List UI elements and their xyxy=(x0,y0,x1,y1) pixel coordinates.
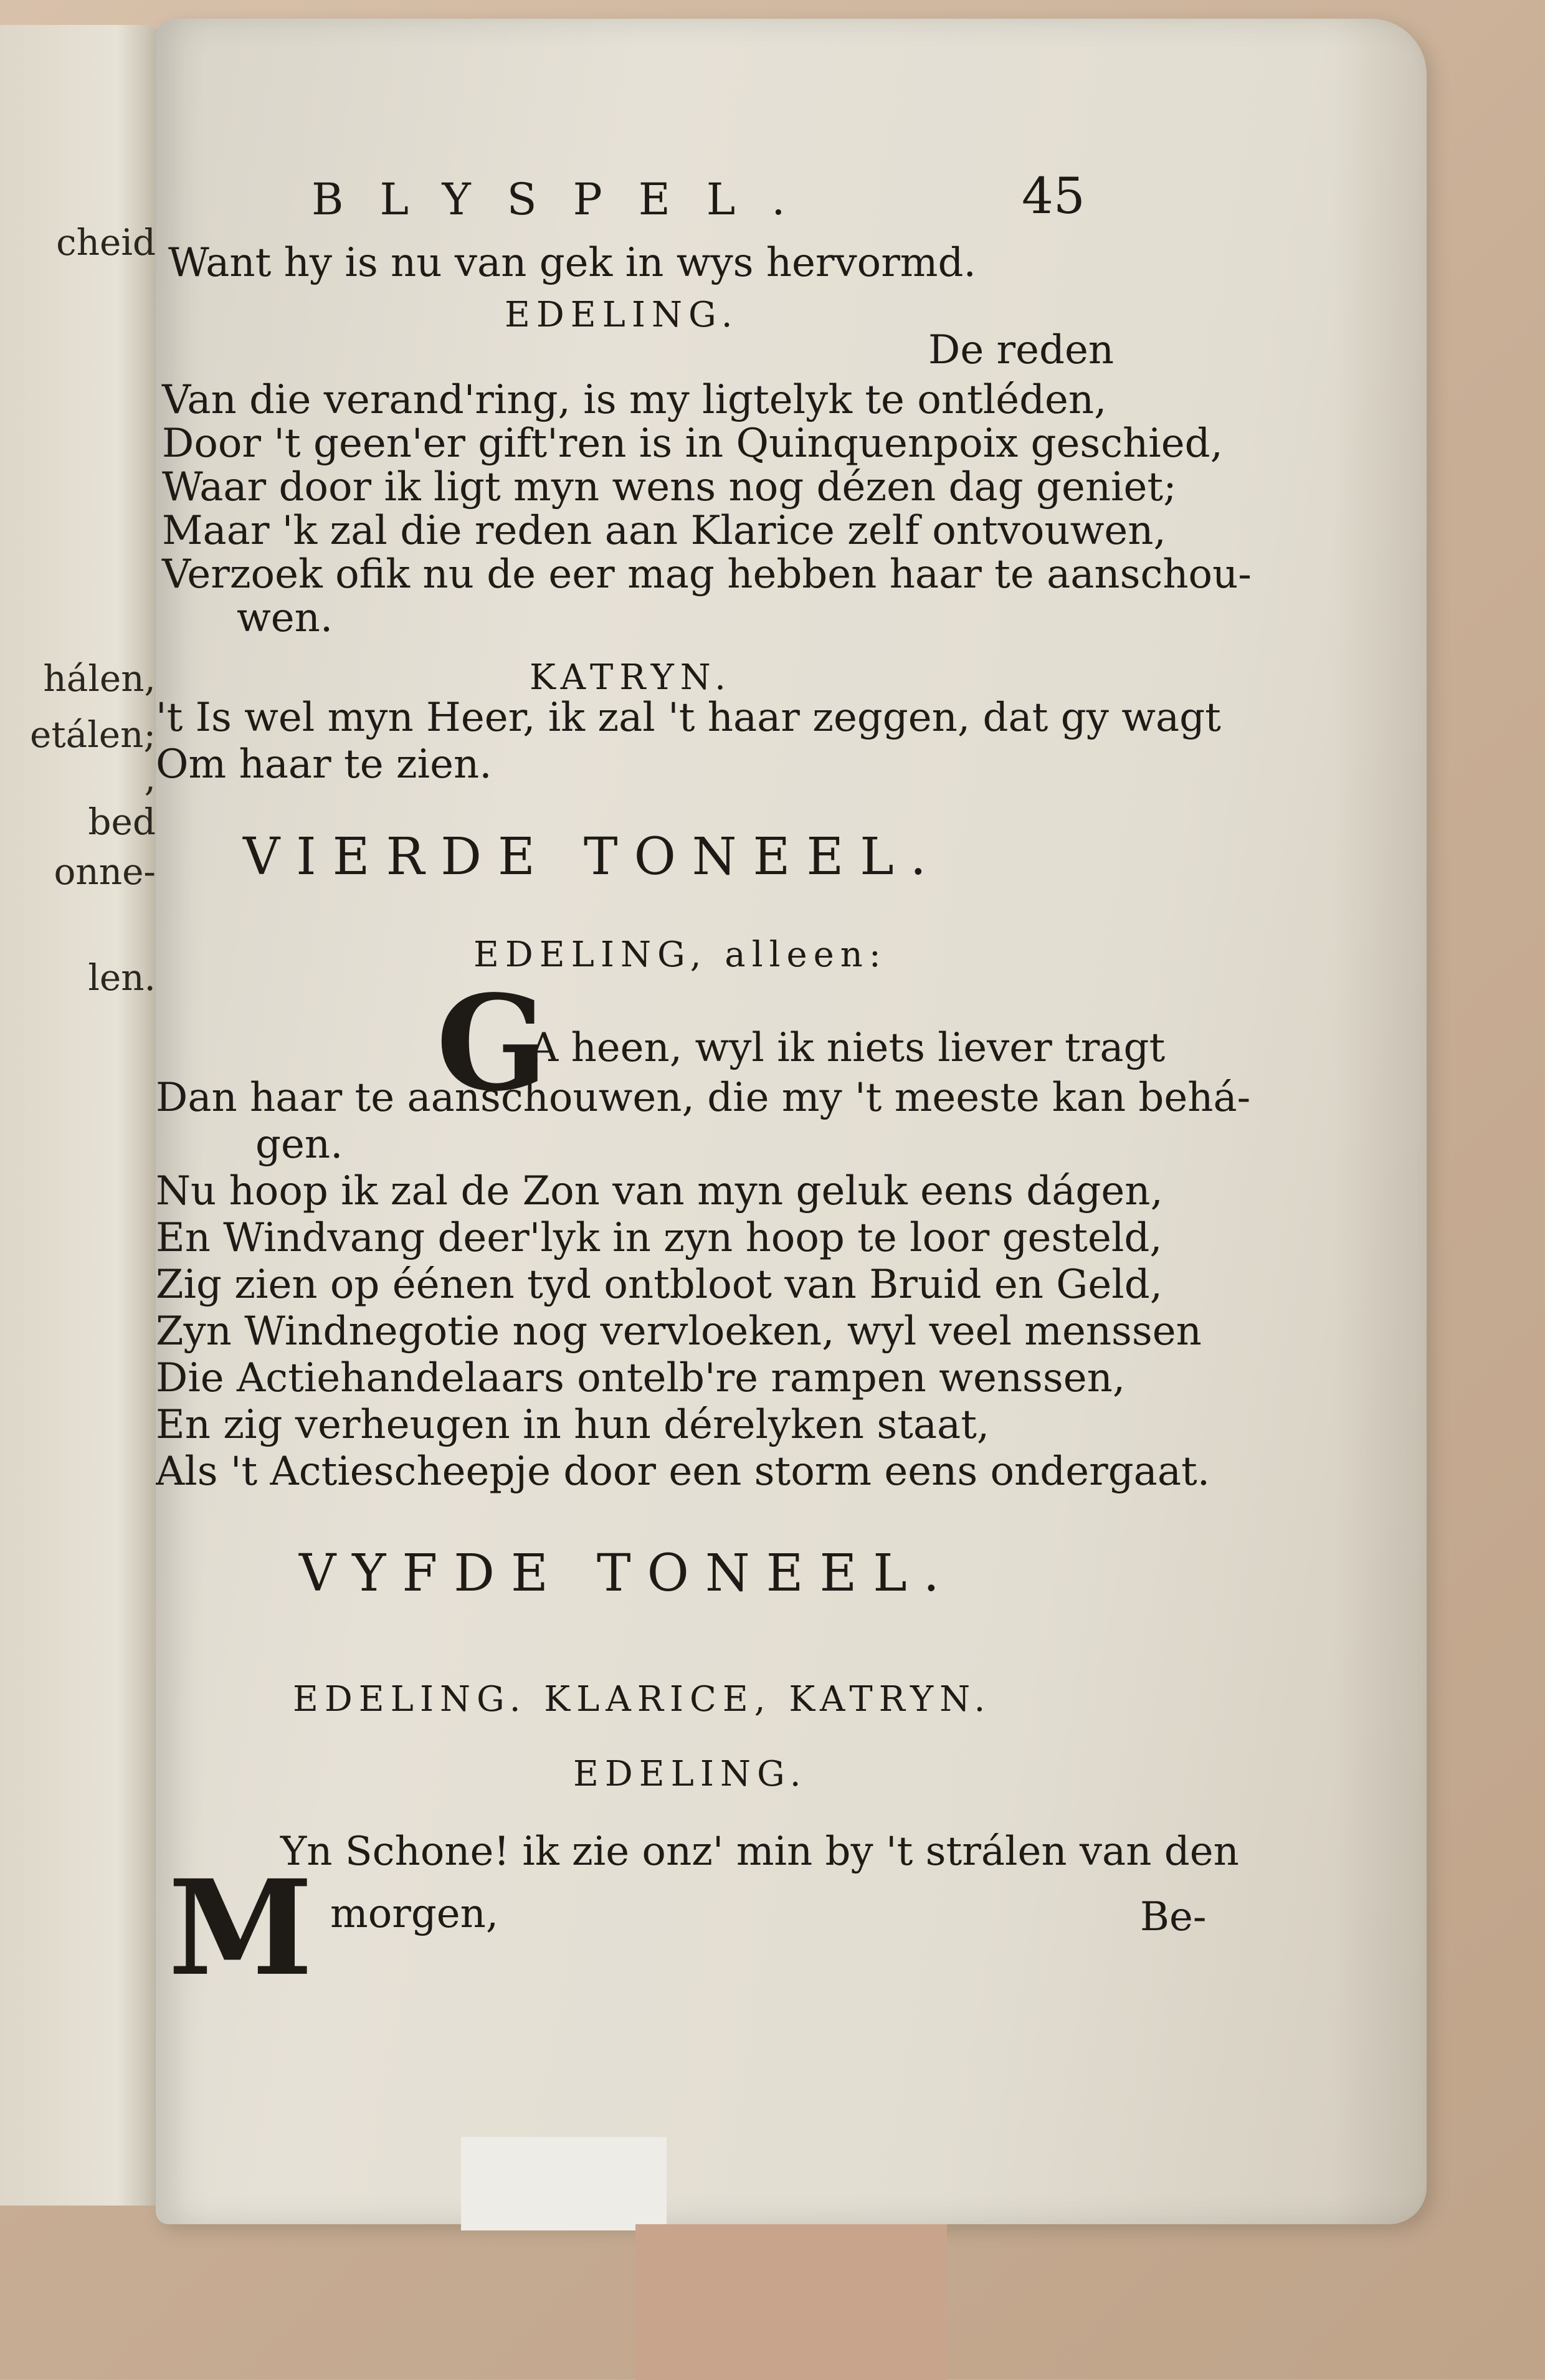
left-fragment: bed xyxy=(88,801,156,843)
speaker-name: EDELING. KLARICE, KATRYN. xyxy=(293,1679,992,1720)
verse-line: Nu hoop ik zal de Zon van myn geluk eens dágen, xyxy=(156,1168,1163,1214)
verse-line: En Windvang deer'lyk in zyn hoop te loor gesteld, xyxy=(156,1215,1162,1261)
verse-line: morgen, xyxy=(330,1891,499,1937)
verse-line: Maar 'k zal die reden aan Klarice zelf ontvouwen, xyxy=(162,508,1166,554)
verse-line: Verzoek ofik nu de eer mag hebben haar te aanschou- xyxy=(162,551,1252,597)
left-fragment: len. xyxy=(88,956,156,999)
verse-line: Waar door ik ligt myn wens nog dézen dag geniet; xyxy=(162,464,1177,510)
speaker-name: EDELING. xyxy=(505,295,739,335)
verse-line: A heen, wyl ik niets liever tragt xyxy=(530,1025,1166,1071)
verse-line: Door 't geen'er gift'ren is in Quinquenpoix geschied, xyxy=(162,421,1223,467)
speaker-name: KATRYN. xyxy=(530,657,732,698)
verse-line: Dan haar te aanschouwen, die my 't meeste kan behá- xyxy=(156,1075,1251,1121)
left-fragment: hálen, xyxy=(43,657,156,700)
catchword: Be- xyxy=(1140,1894,1207,1940)
verse-line: gen. xyxy=(255,1121,343,1168)
verse-line: Om haar te zien. xyxy=(156,741,492,788)
verse-line: Van die verand'ring, is my ligtelyk te ontléden, xyxy=(162,377,1107,423)
running-title: BLYSPEL. xyxy=(311,174,822,225)
verse-line: De reden xyxy=(928,327,1115,373)
book-page xyxy=(156,19,1427,2224)
left-fragment: onne- xyxy=(54,850,156,893)
verse-line: 't Is wel myn Heer, ik zal 't haar zeggen, dat gy wagt xyxy=(156,695,1221,741)
drop-capital: G xyxy=(436,966,548,1120)
scene-heading: VYFDE TONEEL. xyxy=(299,1544,956,1603)
left-fragment: etálen; xyxy=(30,713,156,756)
speaker-name: EDELING. xyxy=(573,1754,807,1794)
table-patch xyxy=(635,2224,947,2380)
verse-line: Die Actiehandelaars ontelb're rampen wenssen, xyxy=(156,1355,1126,1401)
speaker-name: EDELING, alleen: xyxy=(473,935,887,975)
verse-line: Want hy is nu van gek in wys hervormd. xyxy=(168,240,976,286)
verse-line: Zig zien op éénen tyd ontbloot van Bruid en Geld, xyxy=(156,1262,1163,1308)
verse-line: Zyn Windnegotie nog vervloeken, wyl veel menssen xyxy=(156,1308,1202,1354)
verse-line: En zig verheugen in hun dérelyken staat, xyxy=(156,1402,990,1448)
verse-line: Yn Schone! ik zie onz' min by 't strálen van den xyxy=(280,1829,1239,1875)
drop-capital: M xyxy=(168,1851,313,2005)
left-fragment: , xyxy=(144,757,156,799)
left-page xyxy=(0,25,168,2206)
page-number: 45 xyxy=(1022,167,1085,225)
paper-patch xyxy=(461,2137,667,2230)
page-edge-shadow xyxy=(1333,19,1427,2224)
left-fragment: cheid xyxy=(56,221,156,264)
verse-line: Als 't Actiescheepje door een storm eens ondergaat. xyxy=(156,1449,1210,1495)
verse-line: wen. xyxy=(237,595,333,641)
scene-heading: VIERDE TONEEL. xyxy=(243,827,943,887)
